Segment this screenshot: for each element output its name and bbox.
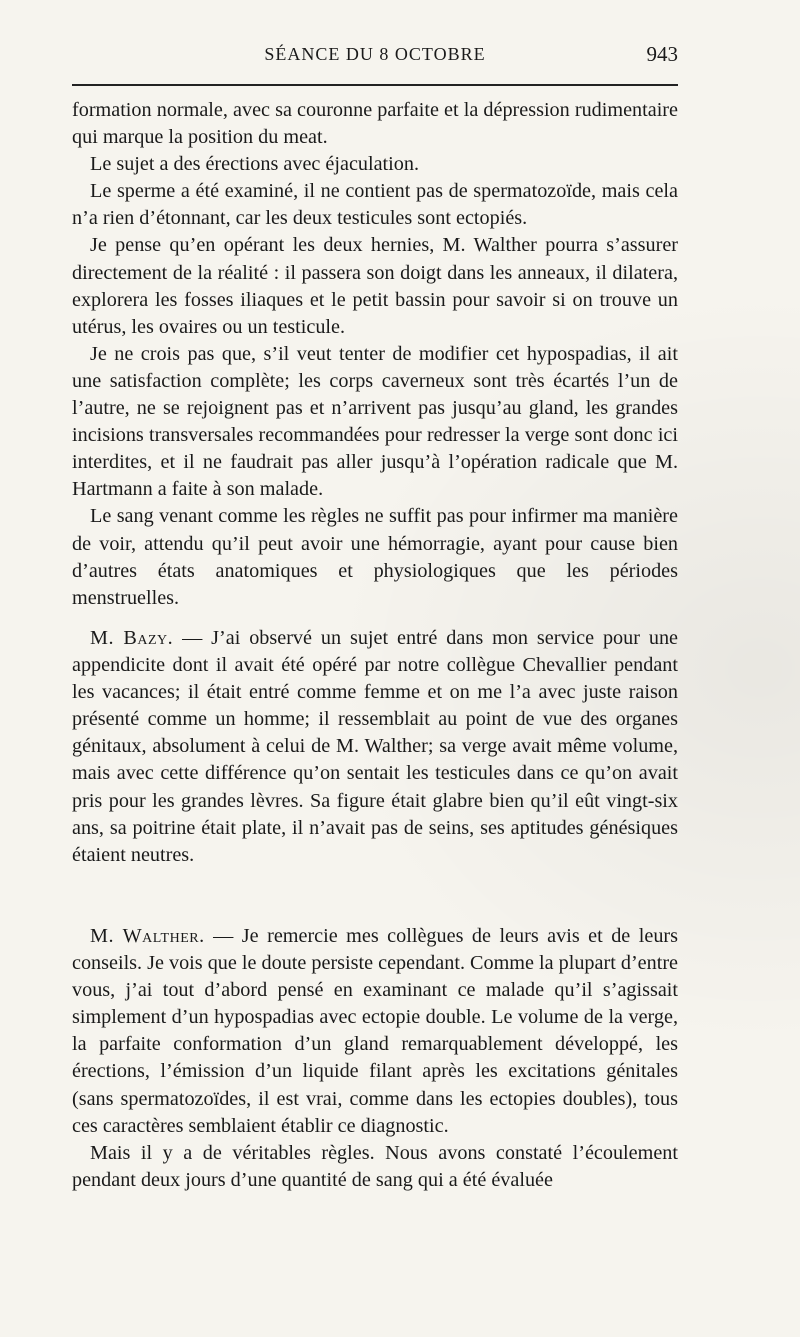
speaker-name: M. Walther.: [90, 925, 205, 947]
paragraph: Je ne crois pas que, s’il veut tenter de modifier cet hypospadias, il ait une satisfaction complète; les corps caverneux sont très écartés l’un de l’autre, ne se rejoignent pas et n’arrivent pas jusqu’au gland, les grandes incisions transversales recommandées pour redresser la verge sont donc ici interdites, et il ne faudrait pas aller jusqu’à l’opération radicale que M. Hartmann a faite à son malade.: [72, 342, 678, 501]
paragraph: Je pense qu’en opérant les deux hernies, M. Walther pourra s’assurer directement de la réalité : il passera son doigt dans les anneaux, il dilatera, explorera les fosses iliaques et le petit bassin pour savoir si on trouve un utérus, les ovaires ou un testicule.: [72, 234, 678, 338]
speech-text: — Je remercie mes collègues de leurs avis et de leurs conseils. Je vois que le doute persiste cependant. Comme la plupart d’entre vous, j’ai tout d’abord pensé en examinant ce malade qu’il s’agissait simplement d’un hypospadias avec ectopie double. Le volume de la verge, la parfaite conformation d’un gland remarquablement développé, les érections, l’émission d’un liquide filant après les excitations génitales (sans spermatozoïdes, il est vrai, comme dans les ectopies doubles), tous ces caractères semblaient établir ce diagnostic.: [72, 925, 679, 1137]
section-continuation: [72, 97, 678, 612]
section-bazy: [72, 625, 678, 869]
paragraph: Le sujet a des érections avec éjaculation.: [90, 153, 420, 176]
paragraph: [72, 625, 678, 869]
header-rule: [72, 84, 678, 86]
speaker-name: M. Bazy.: [90, 627, 174, 649]
page-header: [72, 40, 678, 80]
section-walther: [72, 923, 678, 1194]
speech-text: — J’ai observé un sujet entré dans mon service pour une appendicite dont il avait été opéré par notre collègue Chevallier pendant les vacances; il était entré comme femme et on me l’a avec juste raison présenté comme un homme; il ressemblait au point de vue des organes génitaux, absolument à celui de M. Walther; sa verge avait même volume, mais avec cette différence qu’on sentait les testicules dans ce qu’on avait pris pour les grandes lèvres. Sa figure était glabre bien qu’il eût vingt-six ans, sa poitrine était plate, il n’avait pas de seins, ses aptitudes génésiques étaient neutres.: [72, 627, 679, 866]
paragraph: Mais il y a de véritables règles. Nous avons constaté l’écoulement pendant deux jours d’une quantité de sang qui a été évaluée: [72, 1141, 678, 1191]
paragraph: [72, 923, 678, 1140]
page-number: 943: [646, 42, 678, 66]
paragraph: Le sang venant comme les règles ne suffit pas pour infirmer ma manière de voir, attendu qu’il peut avoir une hémorragie, ayant pour cause bien d’autres états anatomiques et physiologiques que les périodes menstruelles.: [72, 505, 678, 609]
paragraph: formation normale, avec sa couronne parfaite et la dépression rudimentaire qui marque la position du meat.: [72, 99, 678, 149]
running-title: SÉANCE DU 8 OCTOBRE: [264, 44, 486, 64]
paragraph: Le sperme a été examiné, il ne contient pas de spermatozoïde, mais cela n’a rien d’étonnant, car les deux testicules sont ectopiés.: [72, 180, 678, 230]
